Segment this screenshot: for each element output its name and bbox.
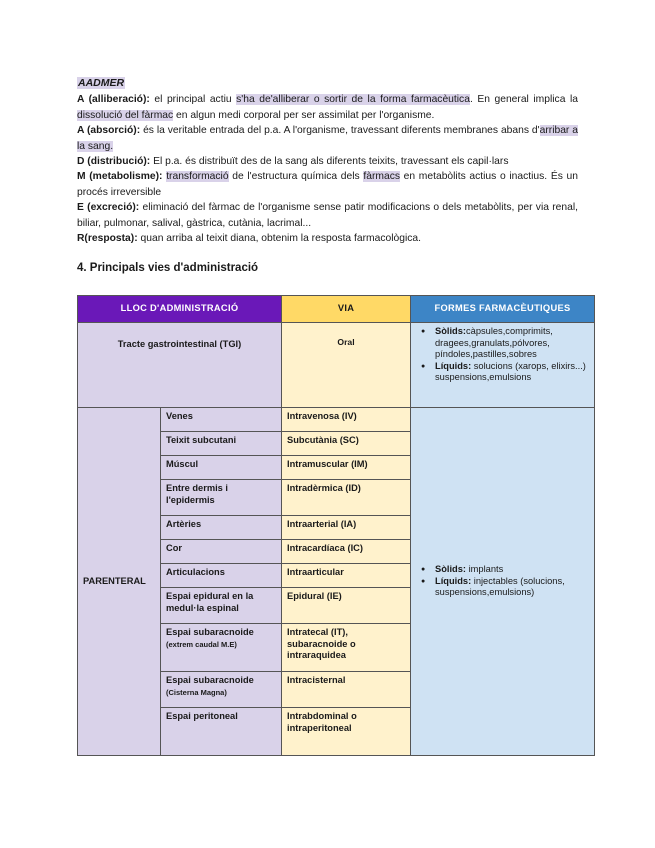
table-row-tgi (78, 323, 595, 408)
row-lloc-note: (Cisterna Magna) (166, 687, 227, 697)
header-formes: FORMES FARMACÈUTIQUES (411, 296, 595, 323)
header-via: VIA (282, 296, 411, 323)
parenteral-liquids-item: ● Líquids: injectables (solucions, suspensions,emulsions) (435, 576, 589, 599)
routes-table (77, 295, 595, 756)
aadmer-resposta: R(resposta): quan arriba al teixit diana, obtenim la resposta farmacològica. (77, 233, 421, 244)
row-lloc: Venes (161, 408, 282, 432)
row-via: Intramuscular (IM) (282, 456, 411, 480)
row-lloc: Articulacions (161, 564, 282, 588)
row-via: Intracisternal (282, 672, 411, 708)
row-via: Intrabdominal o intraperitoneal (282, 708, 411, 756)
row-lloc: Espai subaracnoide (Cisterna Magna) (161, 672, 282, 708)
aadmer-excrecio: E (excreció): eliminació del fàrmac de l'organisme sense patir modificacions o dels metabòlits, per via renal, biliar, pulmonar, salival, gàstrica, cutània, lacrimal... (77, 202, 579, 229)
parenteral-label: PARENTERAL (78, 408, 161, 756)
section-title: 4. Principals vies d'administració (77, 262, 259, 274)
row-via: Intradèrmica (ID) (282, 480, 411, 516)
row-lloc: Entre dermis i l'epidermis (161, 480, 282, 516)
tgi-liquids-item: ● Líquids: solucions (xarops, elixirs...) suspensions,emulsions (435, 361, 589, 384)
row-via: Intravenosa (IV) (282, 408, 411, 432)
row-lloc: Teixit subcutani (161, 432, 282, 456)
tgi-solids-item: ● Sòlids:càpsules,comprimits, dragees,granulats,pólvores, píndoles,pastilles,sobres (435, 326, 589, 361)
aadmer-title: AADMER (78, 77, 125, 89)
table-header-row (78, 296, 595, 323)
aadmer-distribucio: D (distribució): El p.a. és distribuït des de la sang als diferents teixits, travessant els capil·lars (77, 156, 509, 167)
row-lloc: Artèries (161, 516, 282, 540)
row-via: Subcutània (SC) (282, 432, 411, 456)
parenteral-solids-item: ● Sòlids: implants (435, 564, 589, 576)
row-via: Intraarticular (282, 564, 411, 588)
row-via: Epidural (IE) (282, 588, 411, 624)
row-lloc: Espai subaracnoide (extrem caudal M.E) (161, 624, 282, 672)
row-lloc: Espai epidural en la medul·la espinal (161, 588, 282, 624)
header-lloc: LLOC D'ADMINISTRACIÓ (78, 296, 282, 323)
row-lloc-note: (extrem caudal M.E) (166, 639, 237, 649)
tgi-via: Oral (282, 323, 411, 408)
aadmer-metabolisme: M (metabolisme): transformació de l'estructura química dels fàrmacs en metabòlits actius o inactius. És un procés irreversible (77, 171, 578, 198)
row-lloc: Espai peritoneal (161, 708, 282, 756)
row-lloc: Múscul (161, 456, 282, 480)
row-via: Intraarterial (IA) (282, 516, 411, 540)
parenteral-formes (411, 408, 595, 756)
aadmer-absorcio: A (absorció): és la veritable entrada del p.a. A l'organisme, travessant diferents membranes abans d'arribar a la sang. (77, 125, 578, 152)
tgi-formes (411, 323, 595, 408)
row-lloc: Cor (161, 540, 282, 564)
row-via: Intracardíaca (IC) (282, 540, 411, 564)
tgi-lloc: Tracte gastrointestinal (TGI) (78, 323, 282, 408)
row-via: Intratecal (IT), subaracnoide o intraraquidea (282, 624, 411, 672)
table-row (78, 408, 595, 432)
aadmer-alliberacio: A (alliberació): el principal actiu s'ha de'alliberar o sortir de la forma farmacèutica. En general implica la dissolució del fàrmac en algun medi corporal per ser assimilat per l'organisme. (77, 94, 578, 121)
